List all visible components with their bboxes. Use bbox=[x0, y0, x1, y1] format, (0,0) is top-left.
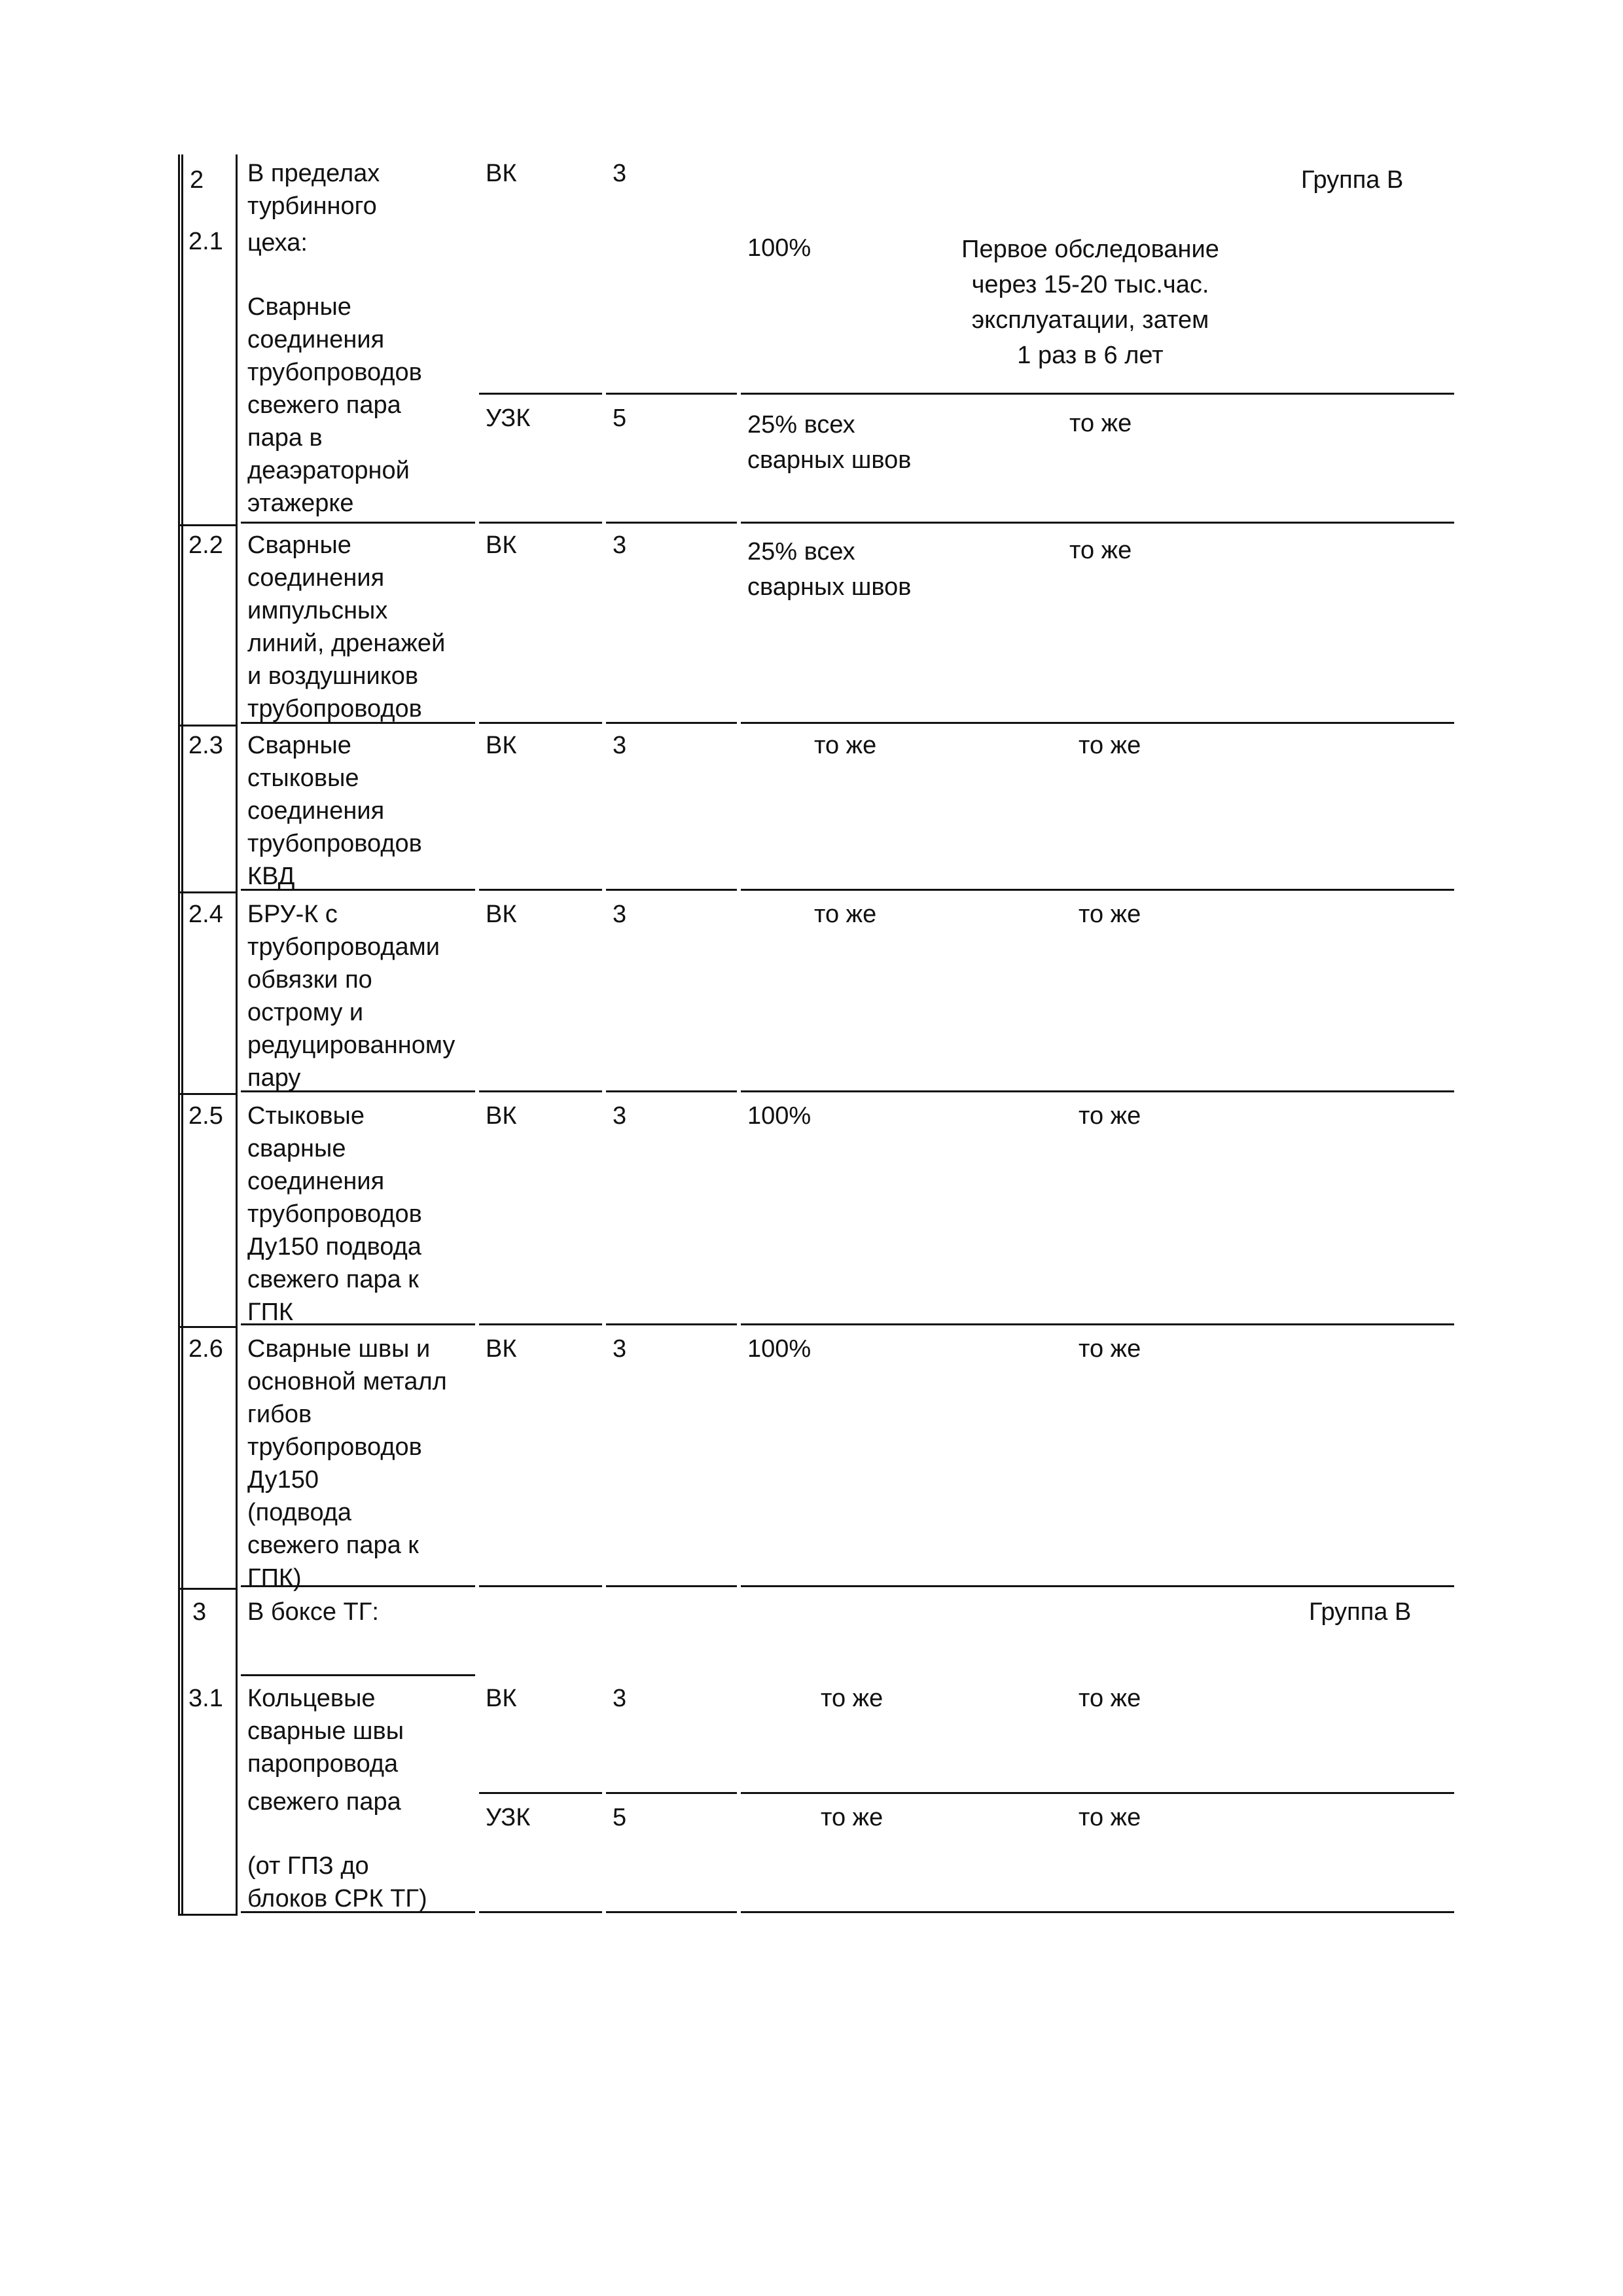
num-rule bbox=[178, 1093, 238, 1095]
method-rule bbox=[479, 1911, 602, 1913]
section-title-cont: цеха: bbox=[247, 229, 308, 257]
right-rule bbox=[741, 1792, 1454, 1794]
right-rule bbox=[741, 1323, 1454, 1325]
category-rule bbox=[606, 393, 737, 395]
control-method: ВК bbox=[486, 1335, 517, 1363]
category-rule bbox=[606, 1585, 737, 1587]
control-method: ВК bbox=[486, 732, 517, 759]
number-column-border bbox=[236, 154, 238, 1915]
category-rule bbox=[606, 1792, 737, 1794]
row-number: 2.3 bbox=[188, 732, 223, 759]
category: 3 bbox=[613, 1685, 627, 1712]
control-volume: то же bbox=[821, 1685, 883, 1712]
control-period: то же bbox=[1069, 410, 1132, 437]
method-rule bbox=[479, 393, 602, 395]
control-period: то же bbox=[1079, 901, 1141, 928]
control-period: то же bbox=[1079, 1804, 1141, 1831]
control-volume: 100% bbox=[747, 234, 812, 262]
category-rule bbox=[606, 1323, 737, 1325]
control-method: УЗК bbox=[486, 404, 531, 432]
object-description: Стыковые сварные соединения трубопроводов Ду150 подвода свежего пара к ГПК bbox=[247, 1102, 422, 1326]
category: 3 bbox=[613, 531, 627, 559]
category: 5 bbox=[613, 404, 627, 432]
category: 3 bbox=[613, 732, 627, 759]
control-volume: 100% bbox=[747, 1102, 812, 1130]
control-volume: то же bbox=[821, 1804, 883, 1831]
object-description: Сварные стыковые соединения трубопроводов КВД bbox=[247, 732, 422, 890]
num-rule bbox=[178, 725, 238, 726]
num-rule bbox=[178, 1588, 238, 1590]
control-period: то же bbox=[1079, 1685, 1141, 1712]
category-rule bbox=[606, 889, 737, 891]
control-period: то же bbox=[1079, 732, 1141, 759]
section-title: В боксе ТГ: bbox=[247, 1598, 379, 1626]
category: 3 bbox=[613, 901, 627, 928]
right-rule bbox=[741, 1911, 1454, 1913]
method-rule bbox=[479, 1090, 602, 1092]
control-method: ВК bbox=[486, 901, 517, 928]
left-border-inner bbox=[181, 154, 183, 1915]
right-rule bbox=[741, 393, 1454, 395]
category: 3 bbox=[613, 160, 627, 187]
object-description: Кольцевые сварные швы паропровода bbox=[247, 1685, 404, 1778]
method-rule bbox=[479, 722, 602, 724]
control-period: то же bbox=[1069, 537, 1132, 564]
num-rule bbox=[178, 1914, 238, 1916]
left-border-outer bbox=[178, 154, 180, 1915]
right-rule bbox=[741, 522, 1454, 524]
control-period: Первое обследование через 15-20 тыс.час. эксплуатации, затем 1 раз в 6 лет bbox=[961, 236, 1219, 369]
object-description: Сварные соединения трубопроводов свежего пара пара в деаэраторной этажерке bbox=[247, 293, 422, 517]
category-rule bbox=[606, 1090, 737, 1092]
method-rule bbox=[479, 1585, 602, 1587]
category-rule bbox=[606, 1911, 737, 1913]
control-volume: то же bbox=[814, 732, 877, 759]
object-description-cont: свежего пара bbox=[247, 1788, 401, 1816]
section-title: В пределах турбинного bbox=[247, 160, 380, 220]
control-method: ВК bbox=[486, 1102, 517, 1130]
row-number: 2.2 bbox=[188, 531, 223, 559]
row-number: 3.1 bbox=[188, 1685, 223, 1712]
row-number: 2 bbox=[190, 166, 204, 194]
control-method: ВК bbox=[486, 1685, 517, 1712]
desc-rule bbox=[241, 522, 475, 524]
category: 5 bbox=[613, 1804, 627, 1831]
row-number: 2.1 bbox=[188, 228, 223, 255]
row-number: 2.5 bbox=[188, 1102, 223, 1130]
right-rule bbox=[741, 722, 1454, 724]
control-period: то же bbox=[1079, 1102, 1141, 1130]
row-number: 2.4 bbox=[188, 901, 223, 928]
row-number: 3 bbox=[192, 1598, 207, 1626]
group-label: Группа В bbox=[1309, 1598, 1412, 1626]
control-volume: 100% bbox=[747, 1335, 812, 1363]
method-rule bbox=[479, 1323, 602, 1325]
right-rule bbox=[741, 1090, 1454, 1092]
category: 3 bbox=[613, 1102, 627, 1130]
row-number: 2.6 bbox=[188, 1335, 223, 1363]
group-label: Группа В bbox=[1301, 166, 1404, 194]
object-description: Сварные швы и основной металл гибов трубопроводов Ду150 (подвода свежего пара к ГПК) bbox=[247, 1335, 447, 1592]
num-rule bbox=[178, 1326, 238, 1328]
object-description-note: (от ГПЗ до блоков СРК ТГ) bbox=[247, 1852, 427, 1912]
num-rule bbox=[178, 524, 238, 526]
category-rule bbox=[606, 522, 737, 524]
control-volume: 25% всех сварных швов bbox=[747, 411, 912, 474]
num-rule bbox=[178, 891, 238, 893]
category: 3 bbox=[613, 1335, 627, 1363]
object-description: БРУ-К с трубопроводами обвязки по острому и редуцированному пару bbox=[247, 901, 455, 1092]
category-rule bbox=[606, 722, 737, 724]
right-rule bbox=[741, 1585, 1454, 1587]
control-volume: 25% всех сварных швов bbox=[747, 538, 912, 601]
object-description: Сварные соединения импульсных линий, дренажей и воздушников трубопроводов bbox=[247, 531, 446, 723]
control-period: то же bbox=[1079, 1335, 1141, 1363]
control-volume: то же bbox=[814, 901, 877, 928]
control-method: ВК bbox=[486, 531, 517, 559]
method-rule bbox=[479, 522, 602, 524]
desc-rule bbox=[241, 1674, 475, 1676]
method-rule bbox=[479, 1792, 602, 1794]
control-method: ВК bbox=[486, 160, 517, 187]
method-rule bbox=[479, 889, 602, 891]
control-method: УЗК bbox=[486, 1804, 531, 1831]
right-rule bbox=[741, 889, 1454, 891]
